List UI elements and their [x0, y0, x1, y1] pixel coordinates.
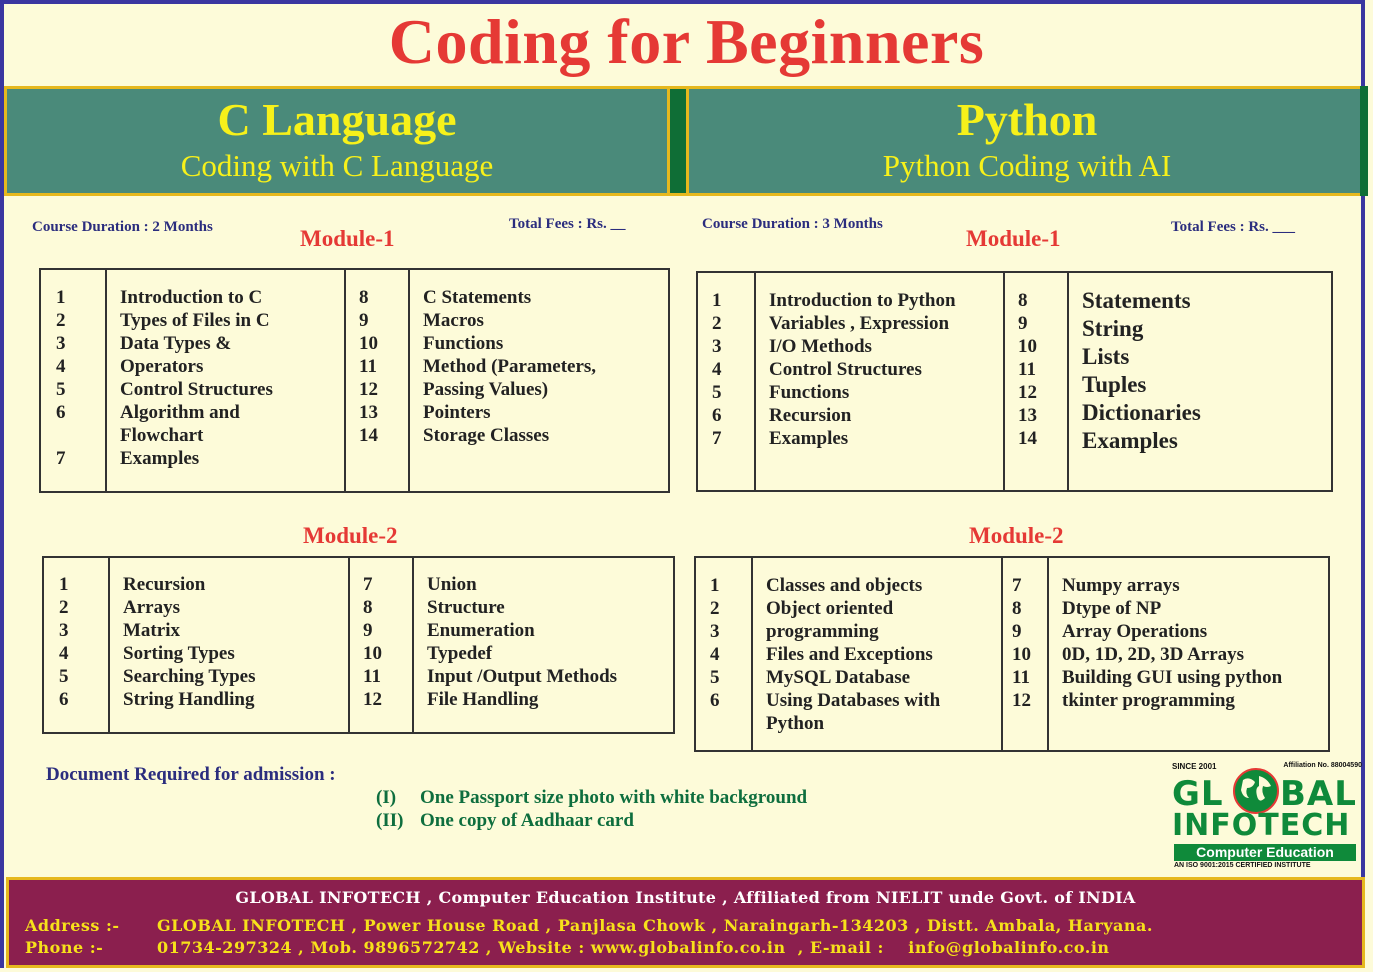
topic-number: 2	[56, 310, 66, 331]
python-fees: Total Fees : Rs. ___	[1171, 219, 1296, 235]
c-m2-right-topics	[427, 573, 617, 711]
c-m1-right-nums	[359, 286, 378, 447]
topic-item: Arrays	[123, 597, 180, 618]
topic-number: 5	[710, 667, 720, 688]
table-divider	[751, 558, 753, 750]
topic-item: I/O Methods	[769, 336, 872, 357]
c-fees: Total Fees : Rs. __	[509, 216, 626, 232]
topic-number: 9	[1012, 621, 1022, 642]
topic-number: 12	[1018, 382, 1037, 403]
topic-number: 10	[359, 333, 378, 354]
topic-number: 5	[712, 382, 722, 403]
topic-item: Classes and objects	[766, 575, 923, 596]
topic-item: Pointers	[423, 402, 491, 423]
topic-item: Algorithm and	[120, 402, 240, 423]
topic-item: Recursion	[769, 405, 852, 426]
topic-number: 3	[56, 333, 66, 354]
python-module2-table	[694, 556, 1330, 752]
page-title: Coding for Beginners	[388, 6, 985, 77]
c-module1-table	[39, 268, 670, 493]
topic-number: 12	[1012, 690, 1031, 711]
topic-item: MySQL Database	[766, 667, 911, 688]
topic-number: 4	[56, 356, 66, 377]
c-module2-table	[42, 556, 675, 734]
topic-number: 14	[1018, 428, 1037, 449]
topic-item: Lists	[1082, 344, 1130, 369]
topic-number: 2	[712, 313, 722, 334]
c-m1-left-topics	[120, 286, 273, 470]
topic-item: Examples	[120, 448, 200, 469]
c-course-name: C Language	[217, 94, 457, 145]
table-divider	[412, 558, 414, 732]
python-module2-title: Module-2	[969, 523, 1064, 548]
python-module1-title: Module-1	[966, 226, 1061, 251]
topic-number: 7	[56, 448, 66, 469]
topic-number: 12	[359, 379, 378, 400]
topic-number: 11	[1018, 359, 1036, 380]
py-m1-left-topics	[769, 289, 956, 450]
topic-item: Dictionaries	[1082, 400, 1201, 425]
topic-number: 11	[363, 666, 381, 687]
py-m1-right-topics	[1082, 287, 1201, 455]
topic-item: Method (Parameters,	[423, 356, 597, 377]
logo-affiliation: Affiliation No. 88004590	[1283, 762, 1362, 769]
py-m2-right-nums	[1012, 574, 1031, 712]
banner-divider	[670, 86, 686, 196]
topic-number: 8	[363, 597, 373, 618]
topic-number: 7	[363, 574, 373, 595]
table-divider	[108, 558, 110, 732]
topic-number: 12	[363, 689, 382, 710]
table-divider	[1067, 273, 1069, 490]
topic-item: Matrix	[123, 620, 180, 641]
topic-item: String	[1082, 316, 1144, 341]
table-divider	[344, 270, 346, 491]
address-text: GLOBAL INFOTECH , Power House Road , Panjlasa Chowk , Naraingarh-134203 , Distt. Ambala, Haryana.	[157, 916, 1153, 935]
topic-item: Variables , Expression	[769, 313, 950, 334]
topic-item: Examples	[1082, 428, 1178, 453]
topic-item: C Statements	[423, 287, 532, 308]
topic-item: Object oriented	[766, 598, 894, 619]
document-item	[376, 810, 634, 832]
topic-number: 14	[359, 425, 378, 446]
topic-number: 2	[59, 597, 69, 618]
topic-item: Functions	[769, 382, 850, 403]
c-module1-title: Module-1	[300, 226, 395, 251]
c-m1-left-nums	[56, 286, 66, 470]
table-divider	[1003, 273, 1005, 490]
topic-item: Numpy arrays	[1062, 575, 1180, 596]
topic-item: tkinter programming	[1062, 690, 1235, 711]
topic-item: Sorting Types	[123, 643, 235, 664]
topic-item: Python	[766, 713, 825, 734]
topic-item: Storage Classes	[423, 425, 550, 446]
footer-address	[25, 916, 1153, 935]
topic-number: 1	[59, 574, 69, 595]
topic-number: 11	[1012, 667, 1030, 688]
topic-item: Structure	[427, 597, 505, 618]
topic-number: 6	[56, 402, 66, 423]
table-divider	[1047, 558, 1049, 750]
py-m2-left-topics	[766, 574, 940, 735]
logo-word-infotech: INFOTECH	[1172, 808, 1351, 843]
phone-label: Phone :-	[25, 938, 104, 957]
footer	[6, 877, 1365, 968]
table-divider	[105, 270, 107, 491]
topic-item: 0D, 1D, 2D, 3D Arrays	[1062, 644, 1245, 665]
c-m2-left-nums	[59, 573, 69, 711]
topic-item: Union	[427, 574, 477, 595]
topic-item: Using Databases with	[766, 690, 941, 711]
py-m1-right-nums	[1018, 289, 1037, 450]
topic-item: Statements	[1082, 288, 1191, 313]
topic-number: 4	[710, 644, 720, 665]
python-duration: Course Duration : 3 Months	[702, 216, 883, 232]
topic-item: Control Structures	[769, 359, 922, 380]
topic-item: Flowchart	[120, 425, 204, 446]
topic-item: Functions	[423, 333, 504, 354]
topic-number: 8	[359, 287, 369, 308]
topic-number: 9	[359, 310, 369, 331]
topic-item: Files and Exceptions	[766, 644, 933, 665]
topic-number: 13	[1018, 405, 1037, 426]
c-m2-left-topics	[123, 573, 256, 711]
py-m2-right-topics	[1062, 574, 1282, 712]
topic-number: 1	[710, 575, 720, 596]
topic-number: 4	[59, 643, 69, 664]
topic-item: Array Operations	[1062, 621, 1208, 642]
c-duration: Course Duration : 2 Months	[32, 219, 213, 235]
logo-since: SINCE 2001	[1172, 762, 1217, 771]
topic-number: 13	[359, 402, 378, 423]
document-item	[376, 787, 807, 809]
topic-number: 11	[359, 356, 377, 377]
topic-number	[56, 424, 66, 447]
table-divider	[408, 270, 410, 491]
topic-number: 2	[710, 598, 720, 619]
topic-item: Examples	[769, 428, 849, 449]
py-m1-left-nums	[712, 289, 722, 450]
topic-number: 4	[712, 359, 722, 380]
topic-number: 6	[710, 690, 720, 711]
topic-item: Data Types &	[120, 333, 232, 354]
c-course-subtitle: Coding with C Language	[180, 148, 494, 183]
python-banner	[686, 86, 1368, 196]
banner-edge-right	[1360, 86, 1368, 196]
topic-item: Enumeration	[427, 620, 535, 641]
topic-number: 10	[1018, 336, 1037, 357]
topic-number: 9	[1018, 313, 1028, 334]
topic-item: Building GUI using python	[1062, 667, 1283, 688]
topic-item: Macros	[423, 310, 484, 331]
c-language-banner	[4, 86, 670, 196]
table-divider	[348, 558, 350, 732]
topic-number: 3	[59, 620, 69, 641]
topic-item: Dtype of NP	[1062, 598, 1162, 619]
topic-number: 7	[712, 428, 722, 449]
logo-word-gl: GL	[1172, 774, 1224, 814]
topic-item: Passing Values)	[423, 379, 549, 400]
documents-title: Document Required for admission :	[46, 764, 336, 785]
topic-number: 6	[712, 405, 722, 426]
topic-item: Typedef	[427, 643, 493, 664]
topic-item: Recursion	[123, 574, 206, 595]
phone-text: 01734-297324 , Mob. 9896572742 , Website : www.globalinfo.co.in , E-mail : info@globalinfo.co.in	[157, 938, 1110, 957]
topic-item: File Handling	[427, 689, 539, 710]
logo-word-bal: BAL	[1280, 774, 1357, 814]
topic-item: Tuples	[1082, 372, 1147, 397]
topic-number: 9	[363, 620, 373, 641]
topic-number: 1	[56, 287, 66, 308]
topic-number: 5	[59, 666, 69, 687]
address-label: Address :-	[25, 916, 120, 935]
topic-number: 7	[1012, 575, 1022, 596]
topic-item: Searching Types	[123, 666, 256, 687]
topic-number: 1	[712, 290, 722, 311]
document-text: One Passport size photo with white background	[420, 787, 808, 808]
python-course-name: Python	[956, 94, 1098, 145]
logo-iso: AN ISO 9001:2015 CERTIFIED INSTITUTE	[1174, 862, 1311, 869]
topic-number: 10	[1012, 644, 1031, 665]
topic-number: 5	[56, 379, 66, 400]
footer-phone	[25, 938, 1110, 957]
topic-item: Operators	[120, 356, 204, 377]
topic-number: 3	[712, 336, 722, 357]
document-number: (I)	[376, 787, 397, 808]
document-text: One copy of Aadhaar card	[420, 810, 634, 831]
topic-item: Input /Output Methods	[427, 666, 618, 687]
topic-number: 8	[1018, 290, 1028, 311]
footer-affiliation: GLOBAL INFOTECH , Computer Education Institute , Affiliated from NIELIT unde Govt. of INDIA	[235, 888, 1136, 907]
topic-item: Control Structures	[120, 379, 273, 400]
logo-tagline: Computer Education	[1174, 844, 1356, 861]
document-number: (II)	[376, 810, 404, 831]
c-module2-title: Module-2	[303, 523, 398, 548]
topic-number: 8	[1012, 598, 1022, 619]
python-module1-table	[696, 271, 1333, 492]
topic-item: programming	[766, 621, 879, 642]
topic-item: Types of Files in C	[120, 310, 270, 331]
table-divider	[754, 273, 756, 490]
topic-item: Introduction to Python	[769, 290, 956, 311]
python-course-subtitle: Python Coding with AI	[882, 148, 1172, 183]
topic-number: 3	[710, 621, 720, 642]
topic-number: 10	[363, 643, 382, 664]
global-infotech-logo	[1168, 762, 1362, 872]
topic-item: Introduction to C	[120, 287, 263, 308]
table-divider	[1001, 558, 1003, 750]
topic-number: 6	[59, 689, 69, 710]
c-m2-right-nums	[363, 573, 382, 711]
py-m2-left-nums	[710, 574, 720, 712]
c-m1-right-topics	[423, 286, 596, 447]
topic-item: String Handling	[123, 689, 255, 710]
